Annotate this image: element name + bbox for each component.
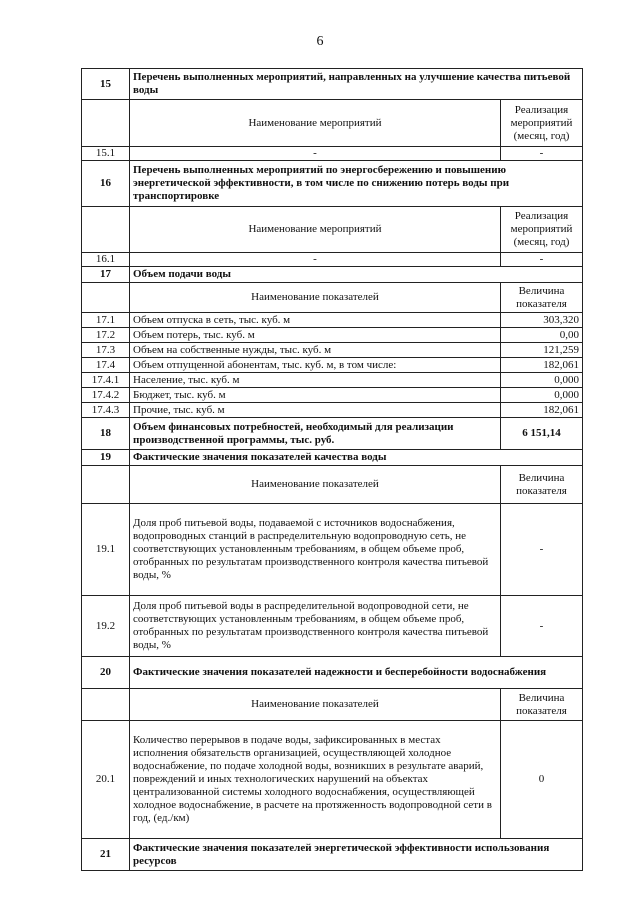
row-number: 21	[82, 839, 130, 871]
row-name: Количество перерывов в подаче воды, зафиксированных в местах исполнения обязательств организацией, осуществляющей холодное водоснабжение, по подаче холодной воды, возникших в результате аварий, повреждений и иных технологических нарушений на объектах централизованной системы холодного водоснабжения, осуществляющей холодное водоснабжение, в расчете на протяженность водопроводной сети в год, (ед./км)	[130, 721, 501, 839]
header-row-19	[82, 466, 583, 504]
row-name: Доля проб питьевой воды, подаваемой с источников водоснабжения, водопроводных станций в распределительную водопроводную сеть, не соответствующих установленным требованиям, в общем объеме проб, отобранных по результатам производственного контроля качества питьевой воды, %	[130, 504, 501, 596]
section-row-16	[82, 161, 583, 207]
column-header-value: Реализация мероприятий (месяц, год)	[500, 207, 582, 253]
row-name: -	[130, 253, 501, 267]
column-header-name: Наименование показателей	[130, 689, 501, 721]
column-header-value: Реализация мероприятий (месяц, год)	[500, 100, 582, 147]
row-name: Объем отпущенной абонентам, тыс. куб. м, в том числе:	[130, 358, 501, 373]
section-row-19	[82, 450, 583, 466]
table-row	[82, 388, 583, 403]
table-row	[82, 253, 583, 267]
row-number: 17.4.1	[82, 373, 130, 388]
section-row-17	[82, 267, 583, 283]
row-value: -	[500, 147, 582, 161]
section-row-21	[82, 839, 583, 871]
column-header-value: Величина показателя	[500, 466, 582, 504]
row-value: 0,000	[500, 373, 582, 388]
row-number: 15	[82, 69, 130, 100]
row-name: Бюджет, тыс. куб. м	[130, 388, 501, 403]
section-title: Перечень выполненных мероприятий по энергосбережению и повышению энергетической эффективности, в том числе по снижению потерь воды при транспортировке	[130, 161, 583, 207]
section-title: Фактические значения показателей качества воды	[130, 450, 583, 466]
header-row-20	[82, 689, 583, 721]
row-value: -	[500, 596, 582, 657]
table-row	[82, 358, 583, 373]
header-row-17	[82, 283, 583, 313]
header-row-16	[82, 207, 583, 253]
row-name: Объем на собственные нужды, тыс. куб. м	[130, 343, 501, 358]
row-number: 20	[82, 657, 130, 689]
section-row-20	[82, 657, 583, 689]
section-title: Перечень выполненных мероприятий, направленных на улучшение качества питьевой воды	[130, 69, 583, 100]
row-value: 6 151,14	[500, 418, 582, 450]
row-value: -	[500, 253, 582, 267]
section-title: Объем финансовых потребностей, необходимый для реализации производственной программы, тыс. руб.	[130, 418, 501, 450]
row-number: 17.1	[82, 313, 130, 328]
row-value: 182,061	[500, 403, 582, 418]
row-number: 19	[82, 450, 130, 466]
table-row	[82, 313, 583, 328]
row-name: Прочие, тыс. куб. м	[130, 403, 501, 418]
row-number: 17.4.3	[82, 403, 130, 418]
table-row	[82, 403, 583, 418]
row-number: 16	[82, 161, 130, 207]
row-number: 16.1	[82, 253, 130, 267]
section-title: Фактические значения показателей надежности и бесперебойности водоснабжения	[130, 657, 583, 689]
row-name: Доля проб питьевой воды в распределительной водопроводной сети, не соответствующих установленным требованиям, в общем объеме проб, отобранных по результатам производственного контроля качества питьевой воды, %	[130, 596, 501, 657]
column-header-value: Величина показателя	[500, 283, 582, 313]
row-number: 17	[82, 267, 130, 283]
row-number: 15.1	[82, 147, 130, 161]
row-value: -	[500, 504, 582, 596]
table-row	[82, 721, 583, 839]
table-row	[82, 147, 583, 161]
header-row-15	[82, 100, 583, 147]
row-number: 17.4.2	[82, 388, 130, 403]
row-number: 17.4	[82, 358, 130, 373]
table-row	[82, 328, 583, 343]
row-name: Объем потерь, тыс. куб. м	[130, 328, 501, 343]
row-number: 17.2	[82, 328, 130, 343]
row-number: 18	[82, 418, 130, 450]
column-header-value: Величина показателя	[500, 689, 582, 721]
row-value: 0	[500, 721, 582, 839]
row-number: 19.2	[82, 596, 130, 657]
row-name: Население, тыс. куб. м	[130, 373, 501, 388]
section-title: Фактические значения показателей энергетической эффективности использования ресурсов	[130, 839, 583, 871]
row-number: 19.1	[82, 504, 130, 596]
row-number: 17.3	[82, 343, 130, 358]
row-value: 0,000	[500, 388, 582, 403]
column-header-name: Наименование мероприятий	[130, 207, 501, 253]
row-name: Объем отпуска в сеть, тыс. куб. м	[130, 313, 501, 328]
table-row	[82, 343, 583, 358]
column-header-name: Наименование показателей	[130, 466, 501, 504]
row-value: 303,320	[500, 313, 582, 328]
column-header-name: Наименование показателей	[130, 283, 501, 313]
table-row	[82, 373, 583, 388]
row-value: 121,259	[500, 343, 582, 358]
page-number: 6	[316, 34, 324, 49]
row-number: 20.1	[82, 721, 130, 839]
section-row-15	[82, 69, 583, 100]
row-value: 182,061	[500, 358, 582, 373]
row-name: -	[130, 147, 501, 161]
row-value: 0,00	[500, 328, 582, 343]
section-row-18	[82, 418, 583, 450]
table-row	[82, 596, 583, 657]
table-row	[82, 504, 583, 596]
column-header-name: Наименование мероприятий	[130, 100, 501, 147]
report-table	[81, 68, 583, 871]
section-title: Объем подачи воды	[130, 267, 583, 283]
